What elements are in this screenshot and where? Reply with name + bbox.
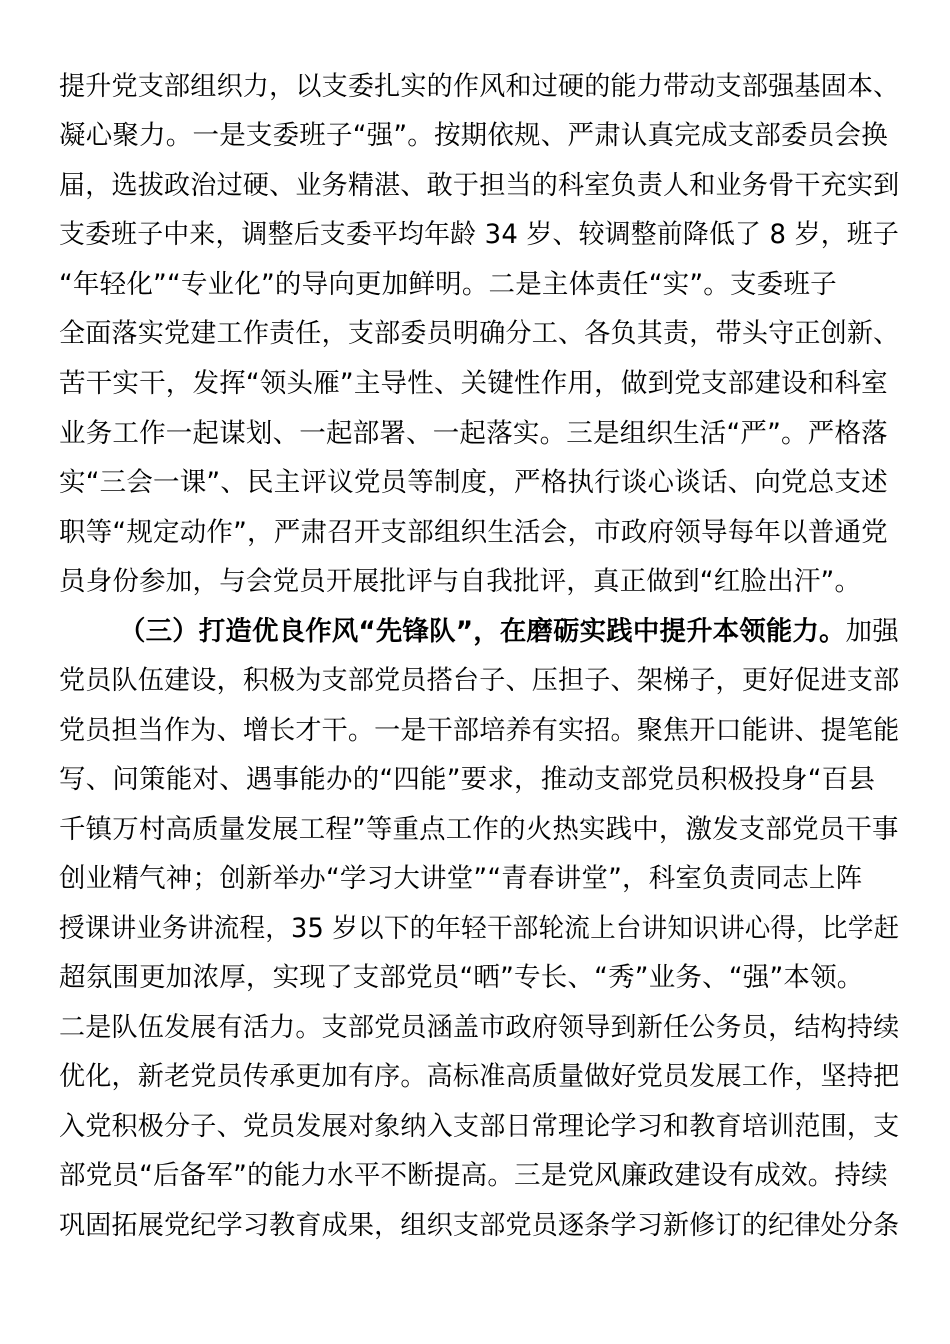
- text-line: 实“三会一课”、民主评议党员等制度，严格执行谈心谈话、向党总支述: [59, 467, 888, 498]
- section-heading-line: [119, 611, 899, 653]
- text-line: 超氛围更加浓厚，实现了支部党员“晒”专长、“秀”业务、“强”本领。: [59, 962, 864, 993]
- text-line: 授课讲业务讲流程，35 岁以下的年轻干部轮流上台讲知识讲心得，比学赶: [59, 913, 900, 944]
- text-line: 优化，新老党员传承更加有序。高标准高质量做好党员发展工作，坚持把: [59, 1061, 900, 1092]
- text-line: 员身份参加，与会党员开展批评与自我批评，真正做到“红脸出汗”。: [59, 566, 862, 597]
- section-heading: （三）打造优良作风“先锋队”，在磨砺实践中提升本领能力。: [119, 616, 846, 647]
- text-line: 党员队伍建设，积极为支部党员搭台子、压担子、架梯子，更好促进支部: [59, 665, 900, 696]
- text-line: 提升党支部组织力，以支委扎实的作风和过硬的能力带动支部强基固本、: [59, 71, 900, 102]
- text-line: 二是队伍发展有活力。支部党员涵盖市政府领导到新任公务员，结构持续: [59, 1012, 900, 1043]
- text-line: 巩固拓展党纪学习教育成果，组织支部党员逐条学习新修订的纪律处分条: [59, 1210, 900, 1241]
- text-line: 入党积极分子、党员发展对象纳入支部日常理论学习和教育培训范围，支: [59, 1111, 900, 1142]
- text-line: 写、问策能对、遇事能办的“四能”要求，推动支部党员积极投身“百县: [59, 764, 876, 795]
- text-line: 业务工作一起谋划、一起部署、一起落实。三是组织生活“严”。严格落: [59, 418, 888, 449]
- text-line: 届，选拔政治过硬、业务精湛、敢于担当的科室负责人和业务骨干充实到: [59, 170, 900, 201]
- text-line: 苦干实干，发挥“领头雁”主导性、关键性作用，做到党支部建设和科室: [59, 368, 888, 399]
- text-line: 创业精气神；创新举办“学习大讲堂”“青春讲堂”，科室负责同志上阵: [59, 863, 863, 894]
- text-line: 凝心聚力。一是支委班子“强”。按期依规、严肃认真完成支部委员会换: [59, 120, 888, 151]
- text-line: 职等“规定动作”，严肃召开支部组织生活会，市政府领导每年以普通党: [59, 517, 888, 548]
- text-line: 支委班子中来，调整后支委平均年龄 34 岁、较调整前降低了 8 岁，班子: [59, 219, 899, 250]
- heading-tail-text: 加强: [845, 616, 899, 647]
- text-line: 部党员“后备军”的能力水平不断提高。三是党风廉政建设有成效。持续: [59, 1160, 888, 1191]
- text-line: 千镇万村高质量发展工程”等重点工作的火热实践中，激发支部党员干事: [59, 814, 899, 845]
- text-line: “年轻化”“专业化”的导向更加鲜明。二是主体责任“实”。支委班子: [59, 269, 837, 300]
- text-line: 全面落实党建工作责任，支部委员明确分工、各负其责，带头守正创新、: [59, 318, 900, 349]
- text-line: 党员担当作为、增长才干。一是干部培养有实招。聚焦开口能讲、提笔能: [59, 715, 900, 746]
